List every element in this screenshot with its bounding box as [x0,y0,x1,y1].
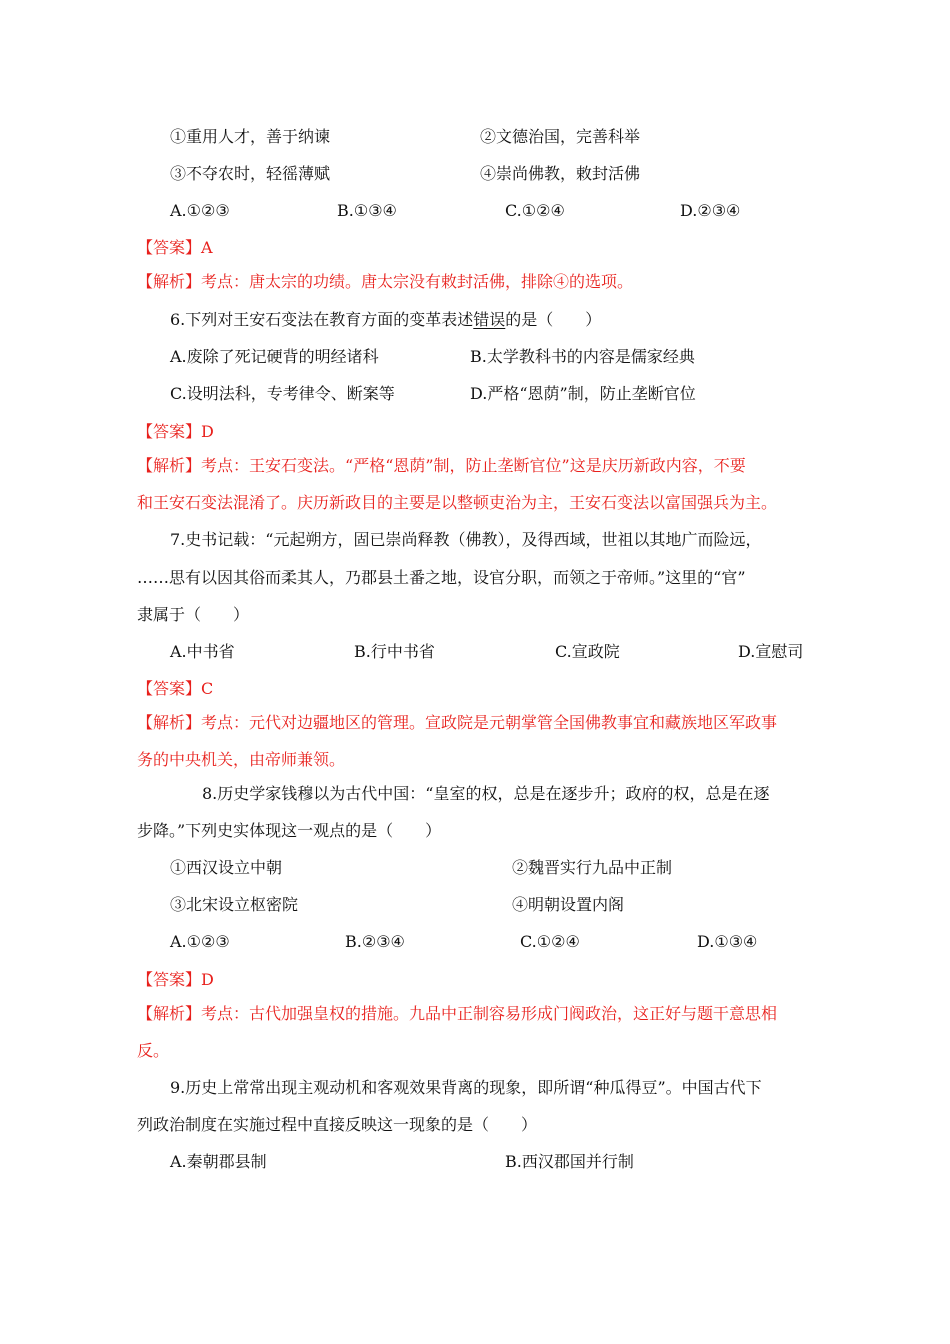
q8-choice-a: A.①②③ [170,932,230,951]
q8-analysis-line-1 [137,1003,777,1025]
q7-choice-a: A.中书省 [170,642,235,661]
q6-answer [137,421,214,443]
answer-value: D [201,422,214,441]
q5-choice-b: B.①③④ [337,201,397,220]
q6-choice-a: A.废除了死记硬背的明经诸科 [170,347,379,366]
q9-stem-line-1: 9.历史上常常出现主观动机和客观效果背离的现象，即所谓“种瓜得豆”。中国古代下 [170,1078,762,1097]
answer-value: A [201,238,213,257]
analysis-tag: 【解析】 [137,713,202,732]
q8-analysis-line-2: 反。 [137,1041,170,1060]
q6-analysis-line-1 [137,455,746,477]
q7-stem-line-1: 7.史书记载：“元起朔方，固已崇尚释教（佛教），及得西域，世祖以其地广而险远， [170,530,762,549]
q5-choice-c: C.①②④ [505,201,565,220]
q7-stem-line-2: ……思有以因其俗而柔其人，乃郡县土番之地，设官分职，而领之于帝师。”这里的“官” [137,568,746,587]
q6-choice-d: D.严格“恩荫”制，防止垄断官位 [470,384,696,403]
answer-tag: 【答案】 [137,679,202,698]
q7-choice-b: B.行中书省 [354,642,435,661]
q6-stem-emphasis: 错误 [473,310,506,329]
q8-option-1: ①西汉设立中朝 [170,858,283,877]
q9-choice-a: A.秦朝郡县制 [170,1152,267,1171]
q8-stem-line-2: 步降。”下列史实体现这一观点的是（ ） [137,821,442,840]
analysis-text: 考点：元代对边疆地区的管理。宣政院是元朝掌管全国佛教事宜和藏族地区军政事 [201,713,778,732]
q7-analysis-line-2: 务的中央机关，由帝师兼领。 [137,750,346,769]
q8-stem-line-1: 8.历史学家钱穆以为古代中国：“皇室的权，总是在逐步升；政府的权，总是在逐 [202,784,770,803]
q6-choice-c: C.设明法科，专考律令、断案等 [170,384,395,403]
answer-tag: 【答案】 [137,970,202,989]
q6-choice-b: B.太学教科书的内容是儒家经典 [470,347,695,366]
q7-choice-d: D.宣慰司 [738,642,804,661]
q5-choice-a: A.①②③ [170,201,230,220]
analysis-tag: 【解析】 [137,456,202,475]
analysis-text: 考点：王安石变法。“严格“恩荫”制，防止垄断官位”这是庆历新政内容，不要 [201,456,746,475]
answer-tag: 【答案】 [137,238,202,257]
q8-option-2: ②魏晋实行九品中正制 [512,858,673,877]
q5-choice-d: D.②③④ [680,201,741,220]
q9-choice-b: B.西汉郡国并行制 [505,1152,634,1171]
q8-choice-d: D.①③④ [697,932,758,951]
q5-answer [137,237,213,259]
q8-option-4: ④明朝设置内阁 [512,895,625,914]
q5-option-3: ③不夺农时，轻徭薄赋 [170,164,331,183]
q8-choice-c: C.①②④ [520,932,580,951]
q6-stem [170,309,601,331]
answer-tag: 【答案】 [137,422,202,441]
answer-value: D [201,970,214,989]
q5-analysis [137,271,633,293]
q7-stem-line-3: 隶属于（ ） [137,605,250,624]
q5-option-2: ②文德治国，完善科举 [480,127,641,146]
q7-answer [137,678,213,700]
analysis-tag: 【解析】 [137,272,202,291]
q5-option-4: ④崇尚佛教，敕封活佛 [480,164,641,183]
q5-option-1: ①重用人才，善于纳谏 [170,127,331,146]
q8-answer [137,969,214,991]
q7-choice-c: C.宣政院 [555,642,620,661]
q6-stem-text: 6.下列对王安石变法在教育方面的变革表述 [170,310,474,329]
q8-choice-b: B.②③④ [345,932,405,951]
answer-value: C [201,679,214,698]
q6-stem-tail: 的是（ ） [505,310,602,329]
q8-option-3: ③北宋设立枢密院 [170,895,299,914]
analysis-text: 考点：古代加强皇权的措施。九品中正制容易形成门阀政治，这正好与题干意思相 [201,1004,778,1023]
analysis-text: 考点：唐太宗的功绩。唐太宗没有敕封活佛，排除④的选项。 [201,272,634,291]
analysis-tag: 【解析】 [137,1004,202,1023]
q6-analysis-line-2: 和王安石变法混淆了。庆历新政目的主要是以整顿吏治为主，王安石变法以富国强兵为主。 [137,493,778,512]
q9-stem-line-2: 列政治制度在实施过程中直接反映这一现象的是（ ） [137,1115,538,1134]
q7-analysis-line-1 [137,712,777,734]
